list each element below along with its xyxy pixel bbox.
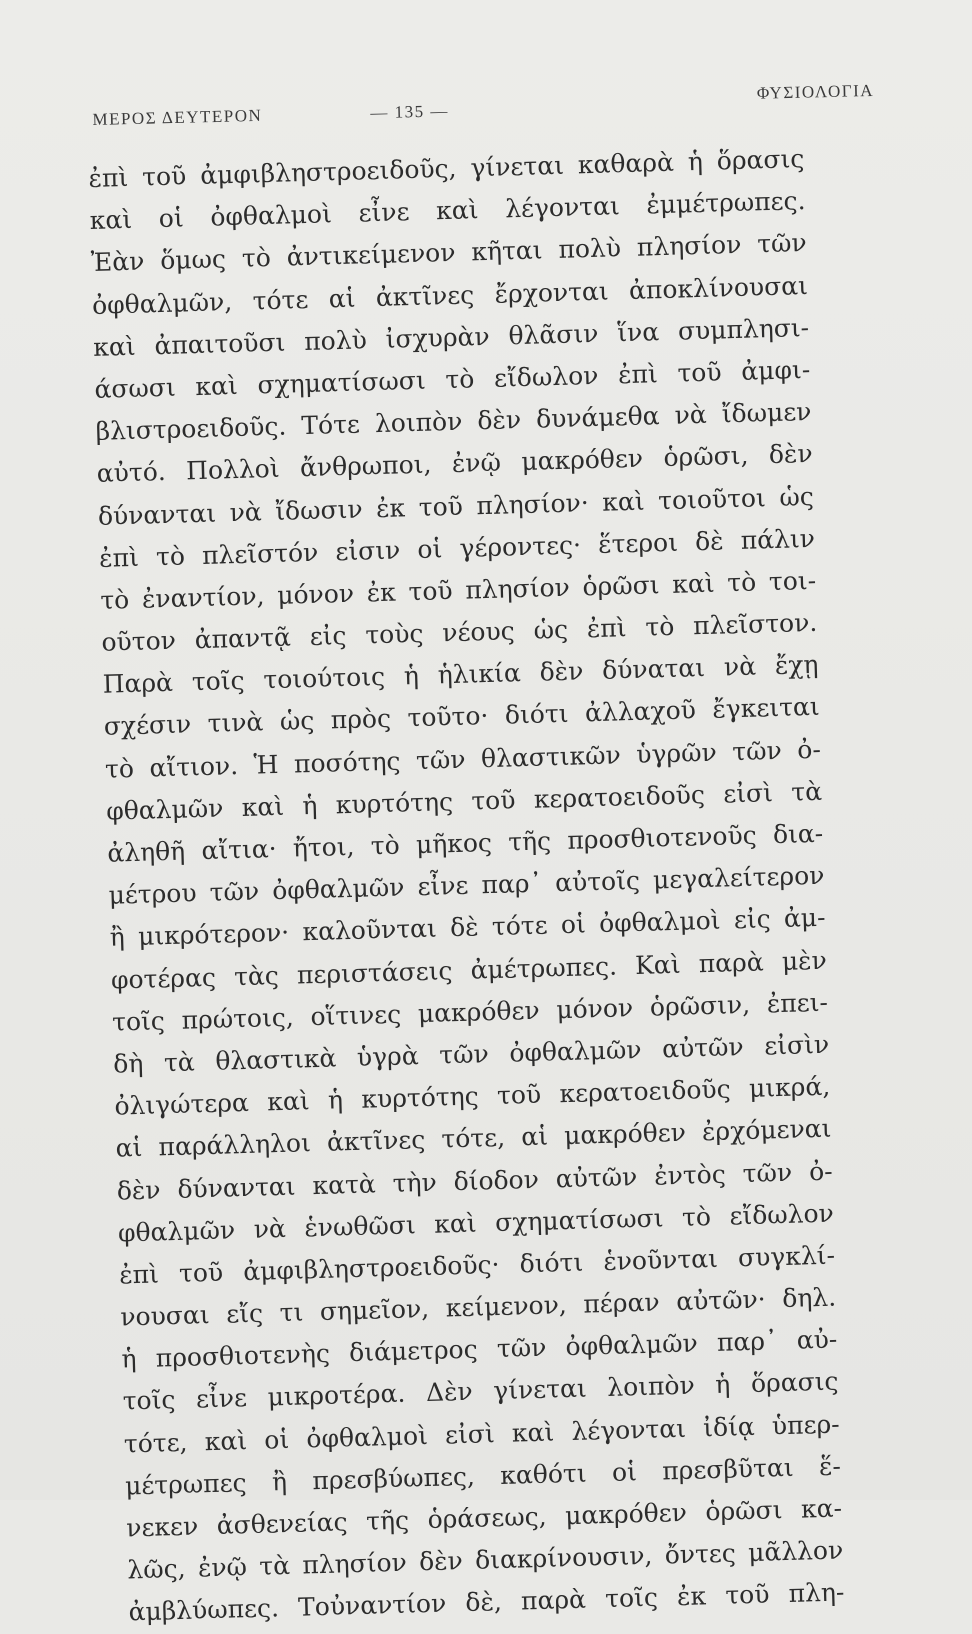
text-line: νεκεν ἀσθενείας τῆς ὁράσεως, μακρόθεν ὁρῶσι κα- [125,1493,843,1543]
text-line: δὲν δύνανται κατὰ τὴν δίοδον αὐτῶν ἐντὸς τῶν ὀ- [116,1156,833,1206]
text-line: λῶς, ἐνῷ τὰ πλησίον δὲν διακρίνουσιν, ὄντες μᾶλλον [127,1535,844,1585]
text-line: βλιστροειδοῦς. Τότε λοιπὸν δὲν δυνάμεθα νὰ ἴδωμεν [95,397,812,447]
text-line: δὴ τὰ θλαστικὰ ὑγρὰ τῶν ὀφθαλμῶν αὐτῶν εἰσὶν [112,1029,830,1079]
text-line: μέτρου τῶν ὀφθαλμῶν εἶνε παρ᾽ αὐτοῖς μεγαλείτερον [108,860,825,910]
text-line: Ἐὰν ὅμως τὸ ἀντικείμενον κῆται πολὺ πλησίον τῶν [90,228,808,278]
header-part-title: ΜΕΡΟΣ ΔΕΥΤΕΡΟΝ [92,105,263,129]
text-line: νουσαι εἴς τι σημεῖον, κείμενον, πέραν αὐτῶν· δηλ. [119,1282,837,1332]
text-line: τοῖς εἶνε μικροτέρα. Δὲν γίνεται λοιπὸν ἡ ὅρασις [122,1366,839,1416]
text-line: αἱ παράλληλοι ἀκτῖνες τότε, αἱ μακρόθεν ἐρχόμεναι [115,1113,832,1163]
text-line: οῦτον ἀπαντᾷ εἰς τοὺς νέους ὡς ἐπὶ τὸ πλεῖστον. [101,607,818,657]
text-line: καὶ ἀπαιτοῦσι πολὺ ἰσχυρὰν θλᾶσιν ἵνα συμπλησι- [92,312,810,362]
text-line: δύνανται νὰ ἴδωσιν ἐκ τοῦ πλησίον· καὶ τοιοῦτοι ὡς [97,481,815,531]
text-line: φθαλμῶν νὰ ἑνωθῶσι καὶ σχηματίσωσι τὸ εἴδωλον [117,1198,835,1248]
text-line: ὀφθαλμῶν, τότε αἱ ἀκτῖνες ἔρχονται ἀποκλίνουσαι [91,270,809,320]
text-line: τὸ ἐναντίον, μόνον ἐκ τοῦ πλησίον ὁρῶσι καὶ τὸ τοι- [99,565,817,615]
page-number: — 135 — [370,101,450,123]
text-line: τοῖς πρώτοις, οἵτινες μακρόθεν μόνον ὁρῶσιν, ἐπει- [111,987,829,1037]
text-line: τὸ αἴτιον. Ἡ ποσότης τῶν θλαστικῶν ὑγρῶν τῶν ὀ- [104,734,822,784]
text-line: ἢ μικρότερον· καλοῦνται δὲ τότε οἱ ὀφθαλμοὶ εἰς ἀμ- [109,903,826,953]
text-line: φθαλμῶν καὶ ἡ κυρτότης τοῦ κερατοειδοῦς εἰσὶ τὰ [105,776,823,826]
text-line: ἀληθῆ αἴτια· ἤτοι, τὸ μῆκος τῆς προσθιοτενοῦς δια- [107,818,824,868]
text-line: φοτέρας τὰς περιστάσεις ἀμέτρωπες. Καὶ παρὰ μὲν [110,945,828,995]
running-header [92,81,875,140]
text-line: ὀλιγώτερα καὶ ἡ κυρτότης τοῦ κερατοειδοῦς μικρά, [114,1071,831,1121]
text-line: καὶ οἱ ὀφθαλμοὶ εἶνε καὶ λέγονται ἐμμέτρωπες. [89,186,806,236]
body-text [88,138,845,1634]
text-line: ἐπὶ τοῦ ἀμφιβληστροειδοῦς· διότι ἑνοῦνται συγκλί- [118,1240,836,1290]
text-line: ἐπὶ τοῦ ἀμφιβληστροειδοῦς, γίνεται καθαρὰ ἡ ὅρασις [88,144,805,193]
text-line: μέτρωπες ἢ πρεσβύωπες, καθότι οἱ πρεσβῦται ἕ- [124,1451,842,1501]
text-line: Παρὰ τοῖς τοιούτοις ἡ ἡλικία δὲν δύναται νὰ ἔχῃ [102,650,819,700]
text-line: τότε, καὶ οἱ ὀφθαλμοὶ εἰσὶ καὶ λέγονται ἰδίᾳ ὑπερ- [123,1409,841,1459]
text-line: σχέσιν τινὰ ὡς πρὸς τοῦτο· διότι ἀλλαχοῦ ἔγκειται [103,692,821,742]
text-line: ἐπὶ τὸ πλεῖστόν εἰσιν οἱ γέροντες· ἕτεροι δὲ πάλιν [98,523,816,573]
text-line: ἡ προσθιοτενὴς διάμετρος τῶν ὀφθαλμῶν παρ᾽ αὐ- [121,1324,838,1374]
text-line: ἀμβλύωπες. Τοὐναντίον δὲ, παρὰ τοῖς ἐκ τοῦ πλη- [128,1577,845,1627]
header-subject: ΦΥΣΙΟΛΟΓΙΑ [756,80,875,103]
text-line: άσωσι καὶ σχηματίσωσι τὸ εἴδωλον ἐπὶ τοῦ ἀμφι- [94,354,811,404]
text-line: αὐτό. Πολλοὶ ἄνθρωποι, ἐνῷ μακρόθεν ὁρῶσι, δὲν [96,439,813,489]
